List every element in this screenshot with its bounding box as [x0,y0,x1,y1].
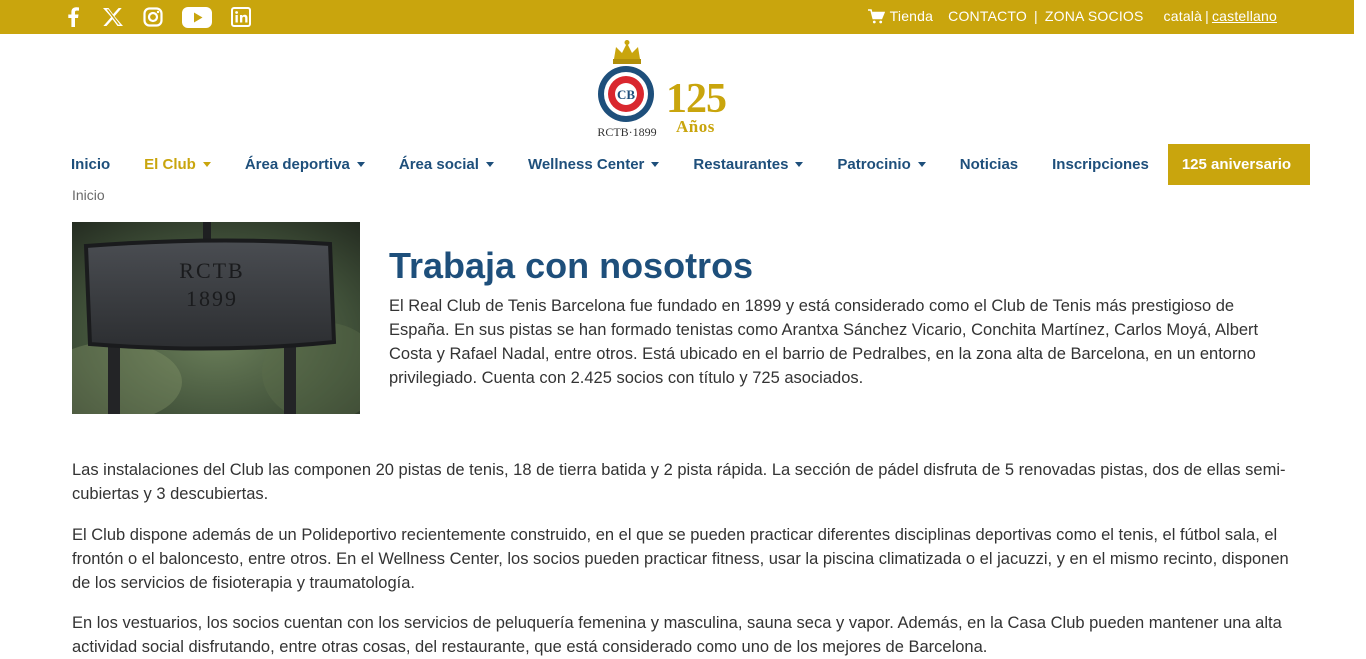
nav-el-club[interactable] [127,144,228,185]
social-links [62,6,270,28]
shop-link[interactable] [868,8,934,24]
nav-area-social[interactable] [382,144,511,185]
shop-label: Tienda [889,8,934,24]
club-logo[interactable] [594,39,740,141]
nav-inicio[interactable] [54,144,127,185]
nav-label: Inicio [71,156,111,173]
x-icon[interactable] [102,6,124,28]
body-paragraph: El Club dispone además de un Polideportivo recientemente construido, en el que se pueden practicar diferentes disciplinas deportivas como el tenis, el fútbol sala, el frontón o el baloncesto, entre otros. En el Wellness Center, los socios pueden practicar fitness, usar la piscina climatizada o el jacuzzi, y en el mismo recinto, disponen de los servicios de fisioterapia y traumatología. [72,526,1289,592]
lang-spanish[interactable]: castellano [1211,8,1277,24]
emblem-letters: CB [616,87,636,102]
sign-line-2: 1899 [186,286,238,311]
nav-label: El Club [144,156,196,173]
hero-image [72,222,360,414]
page-title: Trabaja con nosotros [389,245,754,286]
nav-wellness-center[interactable] [511,144,676,185]
lang-catalan[interactable]: català [1163,8,1203,24]
youtube-icon[interactable] [182,6,212,28]
nav-inscripciones[interactable] [1035,144,1166,185]
nav-label: Noticias [959,156,1019,173]
intro-paragraph: El Real Club de Tenis Barcelona fue fundado en 1899 y está considerado como el Club de Tenis más prestigioso de España. En sus pistas se han formado tenistas como Arantxa Sánchez Vicario, Conchita Martínez, Carlos Moyá, Albert Costa y Rafael Nadal, entre otros. Está ubicado en el barrio de Pedralbes, en la zona alta de Barcelona, en un entorno privilegiado. Cuenta con 2.425 socios con título y 725 asociados. [389,297,1259,387]
linkedin-icon[interactable] [230,6,252,28]
anniversary-mark [666,76,726,136]
members-area-link[interactable]: ZONA SOCIOS [1044,8,1144,24]
breadcrumb [72,187,105,203]
top-links [868,8,1277,24]
chevron-down-icon [795,162,803,167]
sign-line-1: RCTB [179,258,245,283]
language-switcher [1164,8,1277,24]
nav-label: Inscripciones [1052,156,1149,173]
chevron-down-icon [203,162,211,167]
top-separator: | [1034,8,1038,24]
facebook-icon[interactable] [62,6,84,28]
nav-label: Área deportiva [244,156,350,173]
nav-noticias[interactable] [943,144,1035,185]
nav-125-aniversario[interactable]: 125 aniversario [1168,144,1310,185]
breadcrumb-home[interactable]: Inicio [72,187,105,203]
instagram-icon[interactable] [142,6,164,28]
nav-restaurantes[interactable] [676,144,820,185]
anniversary-word: Años [676,117,715,136]
nav-patrocinio[interactable] [820,144,942,185]
chevron-down-icon [651,162,659,167]
nav-label: Restaurantes [693,156,789,173]
cart-icon [868,9,885,24]
contact-link[interactable]: CONTACTO [948,8,1028,24]
chevron-down-icon [357,162,365,167]
chevron-down-icon [486,162,494,167]
nav-area-deportiva[interactable] [228,144,382,185]
nav-label: Área social [398,156,479,173]
lang-separator: | [1205,8,1209,24]
club-label: RCTB·1899 [597,125,657,139]
body-paragraph: Las instalaciones del Club las componen 20 pistas de tenis, 18 de tierra batida y 2 pista rápida. La sección de pádel disfruta de 5 renovadas pistas, dos de ellas semi-cubiertas y 3 descubiertas. [72,461,1286,503]
nav-label: Patrocinio [837,156,911,173]
body-paragraph: En los vestuarios, los socios cuentan con los servicios de peluquería femenina y masculina, sauna seca y vapor. Además, en la Casa Club pueden mantener una alta actividad social disfrutando, entre otras cosas, del restaurante, que está considerado como uno de los mejores de Barcelona. [72,614,1282,656]
anniversary-years: 125 [666,76,726,122]
chevron-down-icon [918,162,926,167]
nav-label: Wellness Center [527,156,645,173]
main-nav [54,144,1310,185]
crest-icon [594,39,660,125]
top-bar [0,0,1354,34]
